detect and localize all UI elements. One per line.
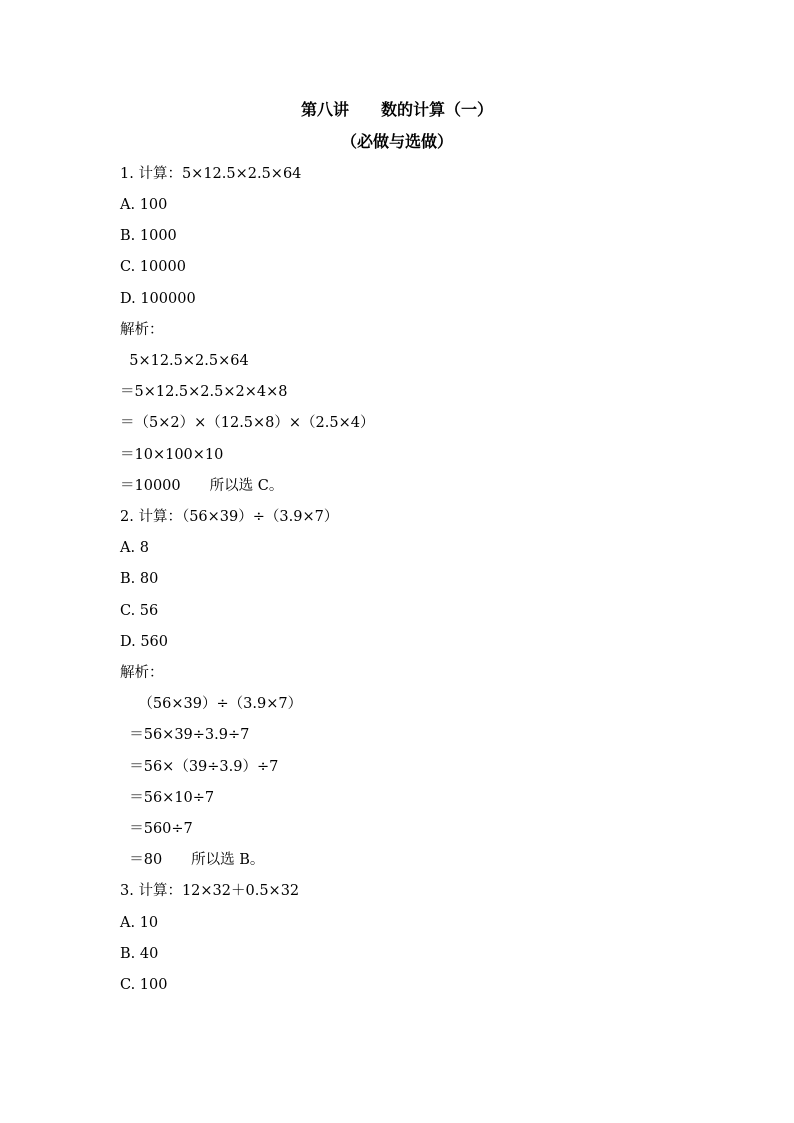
- question-1-option-a: A. 100: [120, 197, 168, 213]
- question-2-option-d: D. 560: [120, 634, 169, 650]
- question-3-option-b: B. 40: [120, 946, 159, 962]
- question-1-solution-step: ＝10×100×10: [120, 447, 224, 463]
- question-3-option-a: A. 10: [120, 915, 159, 931]
- page-subtitle: （必做与选做）: [340, 132, 453, 151]
- question-2-option-c: C. 56: [120, 603, 159, 619]
- question-1-solution-step: 5×12.5×2.5×64: [120, 353, 249, 369]
- question-2-solution-step: ＝560÷7: [120, 821, 193, 837]
- question-2-solution-step: ＝56×（39÷3.9）÷7: [120, 759, 279, 775]
- question-2-solution-step: ＝56×10÷7: [120, 790, 215, 806]
- question-1-analysis-label: 解析：: [120, 322, 164, 338]
- question-2-stem: 2. 计算：（56×39）÷（3.9×7）: [120, 509, 339, 525]
- question-1-option-d: D. 100000: [120, 291, 196, 307]
- question-2-option-b: B. 80: [120, 571, 159, 587]
- question-2-analysis-label: 解析：: [120, 665, 164, 681]
- question-2-answer: ＝80 所以选 B。: [120, 852, 265, 868]
- question-1-option-b: B. 1000: [120, 228, 177, 244]
- question-1-solution-step: ＝5×12.5×2.5×2×4×8: [120, 384, 288, 400]
- page-title: 第八讲 数的计算（一）: [300, 100, 493, 119]
- question-1-option-c: C. 10000: [120, 259, 186, 275]
- question-1-stem: 1. 计算：5×12.5×2.5×64: [120, 166, 302, 182]
- question-1-answer: ＝10000 所以选 C。: [120, 478, 284, 494]
- question-2-solution-step: ＝56×39÷3.9÷7: [120, 727, 250, 743]
- question-3-stem: 3. 计算：12×32＋0.5×32: [120, 883, 300, 899]
- question-1-solution-step: ＝（5×2）×（12.5×8）×（2.5×4）: [120, 415, 375, 431]
- question-3-option-c: C. 100: [120, 977, 168, 993]
- question-2-solution-step: （56×39）÷（3.9×7）: [120, 696, 303, 712]
- question-2-option-a: A. 8: [120, 540, 149, 556]
